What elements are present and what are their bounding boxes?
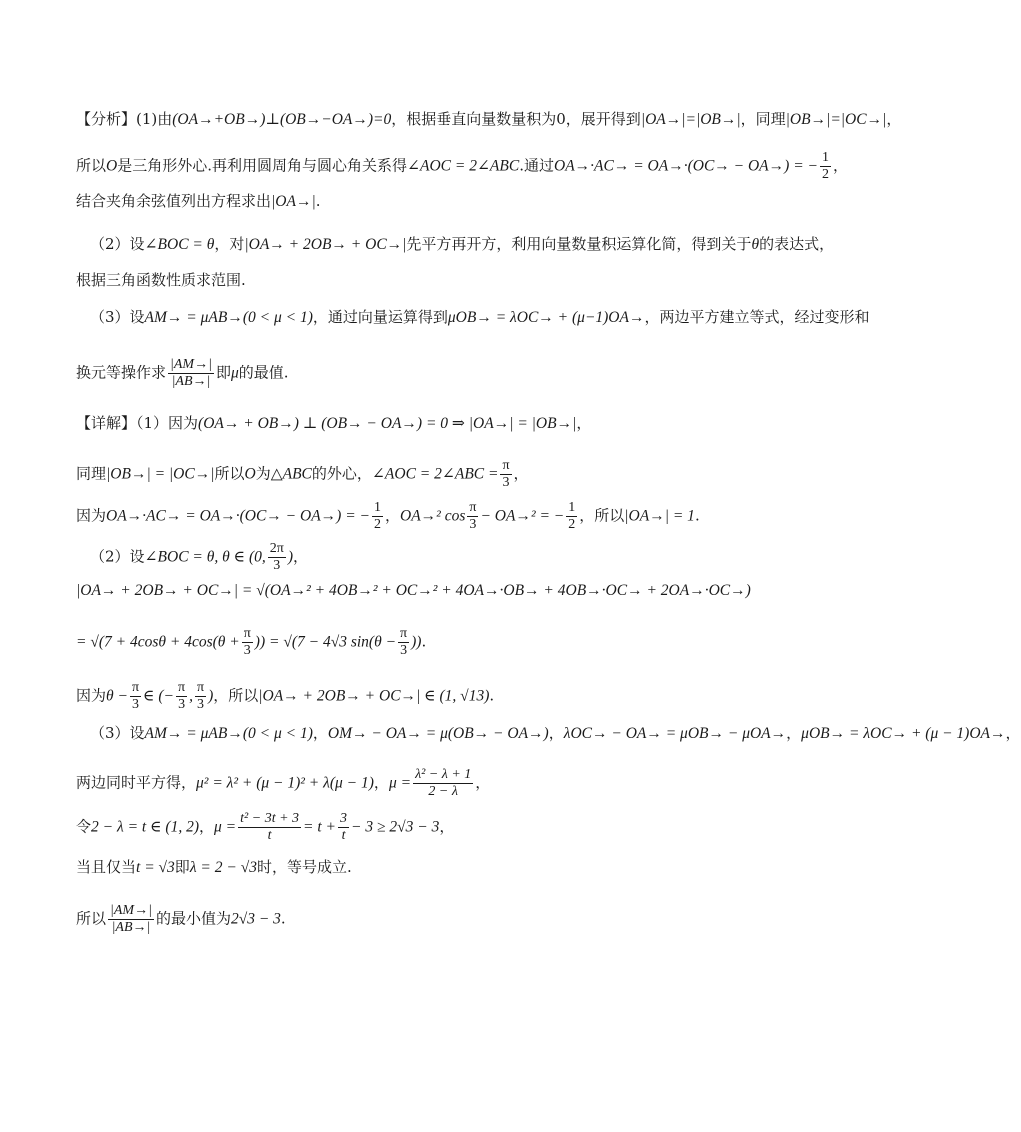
formula: ∈ (−	[143, 687, 175, 705]
text: ，	[1005, 724, 1021, 742]
text: 两边同时平方得，	[76, 773, 197, 792]
formula: = √(7 + 4cosθ + 4cos(θ +	[76, 633, 240, 651]
formula: (OA→+OB→)⊥(OB→−OA→)=0	[172, 111, 392, 128]
formula: |OA→ + 2OB→ + OC→|	[244, 236, 407, 253]
formula: ∠BOC = θ, θ ∈ (0,	[144, 548, 266, 566]
text: 时，等号成立.	[256, 858, 352, 876]
formula: 2 − λ = t ∈ (1, 2)	[91, 818, 200, 836]
formula: )	[287, 548, 293, 566]
formula: ∠AOC = 2∠ABC =	[371, 465, 499, 483]
text: ，	[312, 724, 328, 742]
formula: AM→ = μAB→(0 < μ < 1)	[144, 725, 313, 742]
formula: |OA→| = 1	[624, 507, 695, 525]
fraction	[268, 541, 286, 574]
fraction	[338, 811, 349, 844]
detail-line-1	[76, 412, 591, 435]
detail-line-12	[76, 903, 286, 936]
detail-line-9	[76, 767, 490, 800]
analysis-line-4	[90, 233, 834, 256]
formula: 2√3 − 3	[230, 910, 281, 928]
text: ，根据垂直向量数量积为0，展开得到	[391, 110, 641, 128]
text: ，所以	[579, 506, 625, 525]
formula: OA→² cos	[400, 507, 466, 525]
formula: OM→ − OA→ = μ(OB→ − OA→)	[327, 725, 549, 742]
text: .	[694, 506, 700, 525]
fraction	[500, 458, 511, 491]
formula: |OA→|	[271, 193, 316, 210]
text: ，	[439, 817, 455, 836]
detail-heading: 【详解】（1）因为	[76, 414, 199, 432]
text: ，	[832, 156, 848, 175]
detail-line-6	[76, 626, 426, 659]
formula: O	[106, 157, 118, 175]
text: （3）设	[90, 308, 145, 326]
text: 结合夹角余弦值列出方程求出	[76, 192, 272, 210]
fraction	[176, 680, 187, 713]
fraction	[820, 150, 831, 183]
text: 即	[174, 858, 190, 876]
formula: (OA→ + OB→) ⊥ (OB→ − OA→) = 0 ⇒ |OA→| = |OB→|	[198, 415, 577, 432]
fraction-denominator: 3	[273, 558, 281, 573]
formula: |OA→ + 2OB→ + OC→| = √(OA→² + 4OB→² + OC→² + 4OA→·OB→ + 4OB→·OC→ + 2OA→·OC→)	[76, 582, 751, 599]
detail-line-4	[90, 541, 308, 574]
fraction-numerator: |AM→|	[170, 357, 212, 372]
fraction-denominator: t	[341, 828, 346, 843]
text: (1)由	[136, 110, 173, 128]
fraction-denominator: 2	[821, 167, 829, 182]
formula: O	[244, 465, 256, 483]
analysis-heading: 【分析】	[76, 110, 137, 128]
fraction-numerator: π	[243, 626, 251, 641]
fraction	[108, 903, 154, 936]
fraction-denominator: 3	[197, 697, 205, 712]
fraction-denominator: 3	[400, 643, 408, 658]
text: 的外心，	[311, 464, 372, 483]
formula: |OB→|=|OC→|	[785, 111, 887, 128]
formula: μ	[230, 364, 239, 382]
fraction-numerator: λ² − λ + 1	[415, 767, 472, 782]
formula: − 3 ≥ 2√3 − 3	[351, 818, 440, 836]
analysis-line-6	[90, 306, 870, 329]
formula: μOB→ = λOC→ + (μ − 1)OA→	[801, 725, 1006, 742]
fraction-denominator: 3	[502, 475, 510, 490]
text: ，	[373, 773, 389, 792]
fraction-numerator: |AM→|	[110, 903, 152, 918]
formula: ))	[411, 633, 422, 651]
fraction-numerator: t² − 3t + 3	[240, 811, 300, 826]
analysis-line-2	[76, 150, 848, 183]
fraction-numerator: 1	[568, 500, 576, 515]
fraction-numerator: π	[502, 458, 510, 473]
formula: )) = √(7 − 4√3 sin(θ −	[254, 633, 397, 651]
formula: μ² = λ² + (μ − 1)² + λ(μ − 1)	[196, 774, 374, 792]
detail-line-8	[90, 722, 1021, 745]
text: ，对	[214, 235, 245, 253]
text: （2）设	[90, 547, 145, 566]
text: ，	[886, 110, 902, 128]
text: .	[489, 686, 495, 705]
formula: λOC→ − OA→ = μOB→ − μOA→	[563, 725, 787, 742]
text: 先平方再开方，利用向量数量积运算化简，得到关于	[406, 235, 752, 253]
detail-line-11	[76, 856, 352, 879]
formula: ∠BOC = θ	[144, 236, 215, 253]
formula: AM→ = μAB→(0 < μ < 1)	[144, 309, 313, 326]
fraction-denominator: 2	[568, 517, 576, 532]
fraction-numerator: 2π	[269, 541, 284, 556]
text: 所以	[214, 464, 245, 483]
formula: △ABC	[270, 465, 312, 483]
text: 为	[255, 464, 271, 483]
fraction-denominator: 3	[243, 643, 251, 658]
fraction-denominator: 3	[178, 697, 186, 712]
fraction-numerator: π	[131, 680, 140, 695]
fraction	[238, 811, 301, 844]
text: ，	[385, 506, 401, 525]
text: 所以	[76, 909, 107, 928]
formula: θ −	[106, 687, 128, 705]
text: 的最小值为	[155, 909, 231, 928]
text: ，同理	[740, 110, 786, 128]
fraction-denominator: |AB→|	[171, 374, 211, 389]
formula: t = √3	[136, 859, 175, 876]
formula: ,	[189, 687, 193, 705]
formula: )	[208, 687, 214, 705]
text: 是三角形外心.再利用圆周角与圆心角关系得	[117, 156, 407, 175]
formula: − OA→² = −	[480, 507, 565, 525]
fraction-numerator: 1	[374, 500, 381, 515]
text: 根据三角函数性质求范围.	[76, 271, 246, 289]
text: 的最值.	[238, 363, 289, 382]
text: .通过	[519, 156, 554, 175]
text: ，	[786, 724, 802, 742]
formula: μOB→ = λOC→ + (μ−1)OA→	[447, 309, 645, 326]
fraction	[168, 357, 214, 390]
fraction	[413, 767, 473, 800]
fraction-denominator: |AB→|	[111, 920, 151, 935]
text: 同理	[76, 464, 107, 483]
text: （2）设	[90, 235, 145, 253]
detail-line-7	[76, 680, 494, 713]
analysis-line-7	[76, 357, 289, 390]
text: .	[315, 192, 321, 210]
fraction	[566, 500, 577, 533]
text: ，	[513, 464, 529, 483]
text: （3）设	[90, 724, 145, 742]
detail-line-2	[76, 458, 529, 491]
detail-line-10	[76, 811, 454, 844]
text: ，	[475, 773, 491, 792]
formula: μ =	[388, 774, 412, 792]
fraction	[398, 626, 409, 659]
fraction-denominator: 2 − λ	[428, 784, 458, 799]
text: 换元等操作求	[76, 363, 167, 382]
fraction-numerator: π	[178, 680, 186, 695]
formula: |OB→| = |OC→|	[106, 465, 215, 483]
formula: |OA→ + 2OB→ + OC→| ∈ (1, √13)	[258, 687, 490, 705]
analysis-line-1	[76, 108, 901, 131]
formula: OA→·AC→ = OA→·(OC→ − OA→) = −	[554, 157, 818, 175]
fraction-numerator: 3	[340, 811, 348, 826]
formula: = t +	[303, 818, 337, 836]
fraction	[130, 680, 141, 713]
fraction-numerator: π	[196, 680, 205, 695]
analysis-line-5	[76, 269, 246, 291]
formula: θ	[751, 236, 760, 253]
text: ，所以	[213, 686, 259, 705]
fraction-denominator: 2	[374, 517, 381, 532]
detail-line-5	[76, 579, 751, 602]
text: ，	[548, 724, 564, 742]
text: 所以	[76, 156, 107, 175]
text: ，	[576, 414, 592, 432]
formula: OA→·AC→ = OA→·(OC→ − OA→) = −	[106, 507, 370, 525]
fraction-denominator: 3	[132, 697, 139, 712]
text: 即	[215, 363, 231, 382]
analysis-line-3	[76, 190, 320, 213]
text: ，	[292, 547, 308, 566]
text: 当且仅当	[76, 858, 137, 876]
text: 因为	[76, 506, 107, 525]
formula: λ = 2 − √3	[189, 859, 257, 876]
text: 因为	[76, 686, 107, 705]
fraction-numerator: π	[469, 500, 477, 515]
text: 令	[76, 817, 92, 836]
fraction-denominator: t	[267, 828, 272, 843]
fraction-denominator: 3	[469, 517, 477, 532]
fraction	[372, 500, 383, 533]
fraction	[467, 500, 478, 533]
fraction	[195, 680, 206, 713]
text: .	[421, 632, 427, 651]
formula: |OA→|=|OB→|	[640, 111, 741, 128]
text: 的表达式，	[759, 235, 835, 253]
formula: μ =	[214, 818, 237, 836]
fraction-numerator: 1	[821, 150, 829, 165]
formula: ∠AOC = 2∠ABC	[407, 157, 520, 175]
fraction	[242, 626, 253, 659]
text: .	[280, 909, 286, 928]
text: ，通过向量运算得到	[312, 308, 448, 326]
text: ，两边平方建立等式，经过变形和	[644, 308, 870, 326]
fraction-numerator: π	[400, 626, 408, 641]
detail-line-3	[76, 500, 700, 533]
text: ，	[199, 817, 215, 836]
